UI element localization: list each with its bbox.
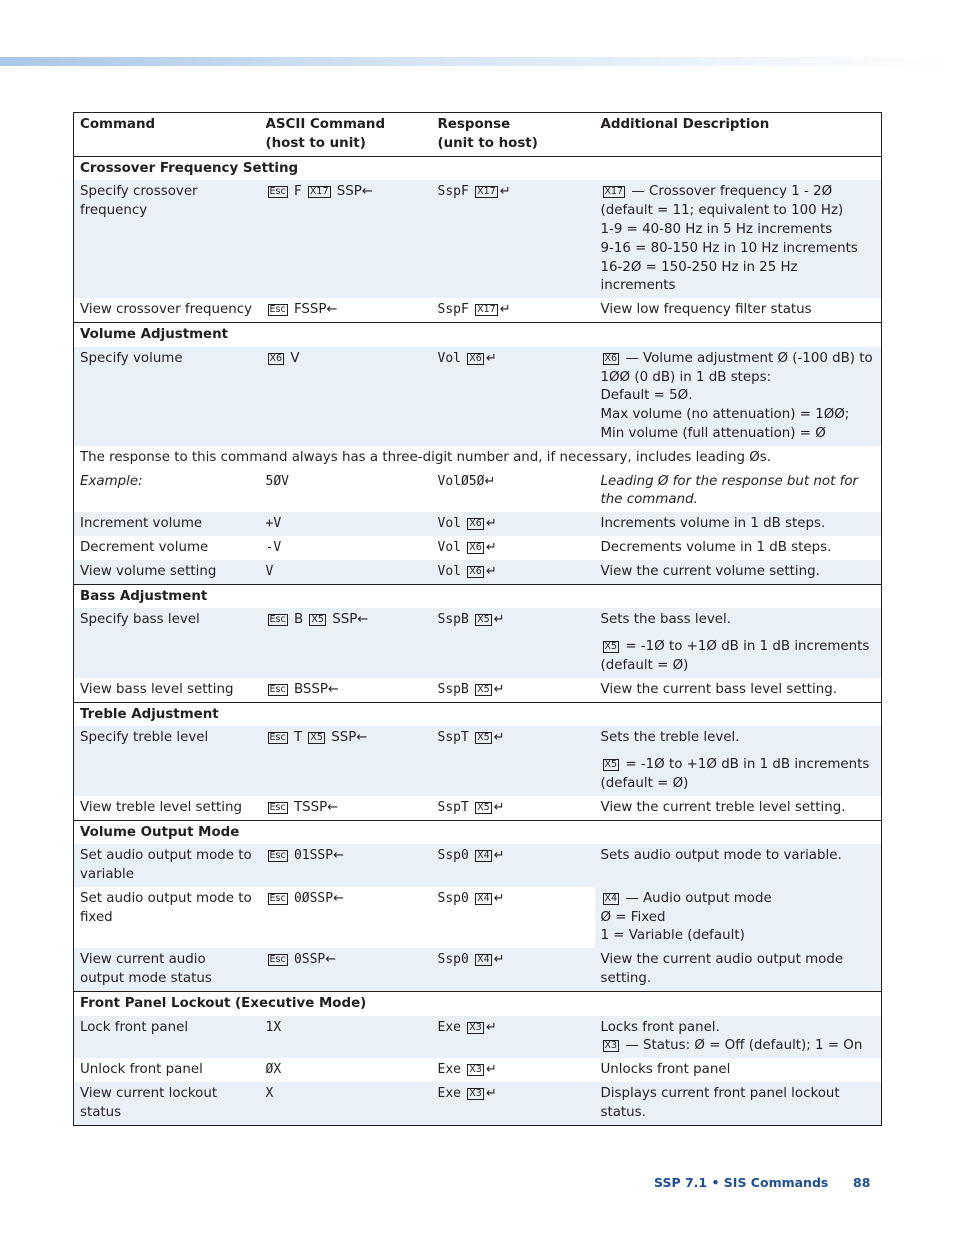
x4-variable-icon: X4 (477, 850, 490, 862)
table-row: Set audio output mode to variable Esc 01SSP← Ssp0 X4 ↵ Sets audio output mode to variable. (74, 844, 882, 887)
esc-key-icon: Esc (269, 801, 286, 813)
x17-variable-icon: X17 (309, 186, 329, 198)
esc-key-icon: Esc (269, 732, 286, 744)
volume-note: The response to this command always has a three-digit number and, if necessary, includes leading Øs. (80, 449, 772, 465)
x17-variable-icon: X17 (477, 186, 496, 198)
return-arrow-icon: ↵ (493, 730, 505, 746)
return-arrow-icon: ↵ (493, 890, 505, 906)
section-volume: Volume Adjustment (74, 322, 882, 346)
x6-variable-icon: X6 (469, 352, 482, 364)
x5-variable-icon: X5 (604, 641, 618, 653)
table-row: View bass level setting Esc BSSP← SspB X5 ↵ View the current bass level setting. (80, 681, 838, 697)
table-row: Specify bass level Esc B X5 SSP← SspB X5 ↵ Sets the bass level. X5 = -1Ø to +1Ø dB in 1 dB increments (default = Ø) (74, 608, 882, 677)
x4-variable-icon: X4 (477, 892, 490, 904)
x3-variable-icon: X3 (469, 1064, 482, 1076)
x17-variable-icon: X17 (477, 304, 496, 316)
x6-variable-icon: X6 (469, 518, 482, 530)
left-arrow-icon: ← (326, 302, 338, 318)
return-arrow-icon: ↵ (485, 350, 497, 366)
esc-key-icon: Esc (269, 304, 286, 316)
header-response: Response (unit to host) (437, 117, 538, 151)
footer-title: SSP 7.1 • SIS Commands (654, 1175, 829, 1190)
table-row: Set audio output mode to fixed Esc 0ØSSP← Ssp0 X4 ↵ X4 — Audio output mode Ø = Fixed 1 = Variable (default) (74, 887, 882, 948)
table-row: Specify treble level Esc T X5 SSP← SspT X5 ↵ Sets the treble level. X5 = -1Ø to +1Ø dB in 1 dB increments (default = Ø) (74, 726, 882, 795)
section-bass: Bass Adjustment (74, 584, 882, 608)
x5-variable-icon: X5 (477, 801, 490, 813)
table-row: View volume setting V Vol X6 ↵ View the current volume setting. (74, 560, 882, 584)
header-ascii: ASCII Command (host to unit) (265, 117, 386, 151)
table-row: Specify crossover frequency Esc F X17 SSP← SspF X17 ↵ X17 — Crossover frequency 1 - 2Ø (default = 11; equivalent to 100 Hz) 1-9 = 40-80 Hz in 5 Hz increments 9-16 = 80-150 Hz in 10 Hz increments 16-2Ø = 150-250 Hz in 25 Hz increments (74, 180, 882, 298)
left-arrow-icon: ← (327, 681, 339, 697)
esc-key-icon: Esc (269, 614, 286, 626)
return-arrow-icon: ↵ (485, 539, 497, 555)
return-arrow-icon: ↵ (485, 1062, 497, 1078)
table-row: Specify volume X6 V Vol X6 ↵ X6 — Volume adjustment Ø (-100 dB) to 1ØØ (0 dB) in 1 dB steps: Default = 5Ø. Max volume (no attenuation) = 1ØØ; Min volume (full attenuation) = Ø (74, 347, 882, 446)
x6-variable-icon: X6 (469, 565, 482, 577)
table-row: Increment volume +V Vol X6 ↵ Increments volume in 1 dB steps. (74, 512, 882, 536)
x4-variable-icon: X4 (604, 892, 618, 904)
left-arrow-icon: ← (325, 952, 337, 968)
left-arrow-icon: ← (361, 184, 373, 200)
esc-key-icon: Esc (269, 892, 286, 904)
x3-variable-icon: X3 (469, 1088, 482, 1100)
table-row: Lock front panel 1X Exe X3 ↵ Locks front panel. X3 — Status: Ø = Off (default); 1 = On (74, 1016, 882, 1059)
x5-variable-icon: X5 (477, 614, 490, 626)
table-row: Unlock front panel ØX Exe X3 ↵ Unlocks front panel (80, 1062, 731, 1078)
return-arrow-icon: ↵ (485, 1086, 497, 1102)
x6-variable-icon: X6 (269, 352, 283, 364)
return-arrow-icon: ↵ (485, 516, 497, 532)
return-arrow-icon: ↵ (493, 952, 505, 968)
esc-key-icon: Esc (269, 954, 286, 966)
return-arrow-icon: ↵ (485, 1019, 497, 1035)
x6-variable-icon: X6 (604, 352, 618, 364)
table-row: View crossover frequency Esc FSSP← SspF X17 ↵ View low frequency filter status (80, 302, 812, 318)
return-arrow-icon: ↵ (485, 563, 497, 579)
return-arrow-icon: ↵ (493, 848, 505, 864)
section-treble: Treble Adjustment (74, 702, 882, 726)
esc-key-icon: Esc (269, 186, 286, 198)
section-output-mode: Volume Output Mode (74, 820, 882, 844)
x4-variable-icon: X4 (477, 954, 490, 966)
x3-variable-icon: X3 (469, 1021, 482, 1033)
left-arrow-icon: ← (333, 890, 344, 906)
x17-variable-icon: X17 (604, 186, 624, 198)
left-arrow-icon: ← (356, 730, 368, 746)
x3-variable-icon: X3 (604, 1040, 618, 1052)
table-row: View current lockout status X Exe X3 ↵ Displays current front panel lockout status. (74, 1082, 882, 1125)
x5-variable-icon: X5 (477, 683, 490, 695)
x5-variable-icon: X5 (311, 614, 324, 626)
return-arrow-icon: ↵ (493, 612, 505, 628)
table-header-row (74, 113, 882, 157)
table-row: View current audio output mode status Esc 0SSP← Ssp0 X4 ↵ View the current audio output mode setting. (74, 948, 882, 991)
section-lockout: Front Panel Lockout (Executive Mode) (74, 991, 882, 1015)
return-arrow-icon: ↵ (493, 799, 505, 815)
left-arrow-icon: ← (357, 612, 369, 628)
x6-variable-icon: X6 (469, 541, 482, 553)
header-gradient-band (0, 57, 954, 66)
x5-variable-icon: X5 (604, 759, 618, 771)
table-row (74, 446, 882, 470)
header-description: Additional Description (600, 117, 770, 132)
x5-variable-icon: X5 (477, 732, 490, 744)
page-number: 88 (853, 1175, 871, 1190)
left-arrow-icon: ← (327, 799, 339, 815)
table-row: Decrement volume -V Vol X6 ↵ Decrements volume in 1 dB steps. (80, 539, 832, 555)
sis-command-table (73, 112, 882, 1126)
return-arrow-icon: ↵ (499, 302, 511, 318)
return-arrow-icon: ↵ (493, 681, 505, 697)
section-crossover: Crossover Frequency Setting (74, 156, 882, 180)
return-arrow-icon: ↵ (484, 473, 496, 489)
esc-key-icon: Esc (269, 850, 286, 862)
esc-key-icon: Esc (269, 683, 286, 695)
left-arrow-icon: ← (333, 848, 344, 864)
table-row: View treble level setting Esc TSSP← SspT X5 ↵ View the current treble level setting. (80, 799, 846, 815)
header-command: Command (80, 117, 156, 132)
table-row: Example: 5ØV VolØ5Ø↵ Leading Ø for the response but not for the command. (80, 473, 859, 508)
return-arrow-icon: ↵ (499, 184, 511, 200)
x5-variable-icon: X5 (310, 732, 323, 744)
